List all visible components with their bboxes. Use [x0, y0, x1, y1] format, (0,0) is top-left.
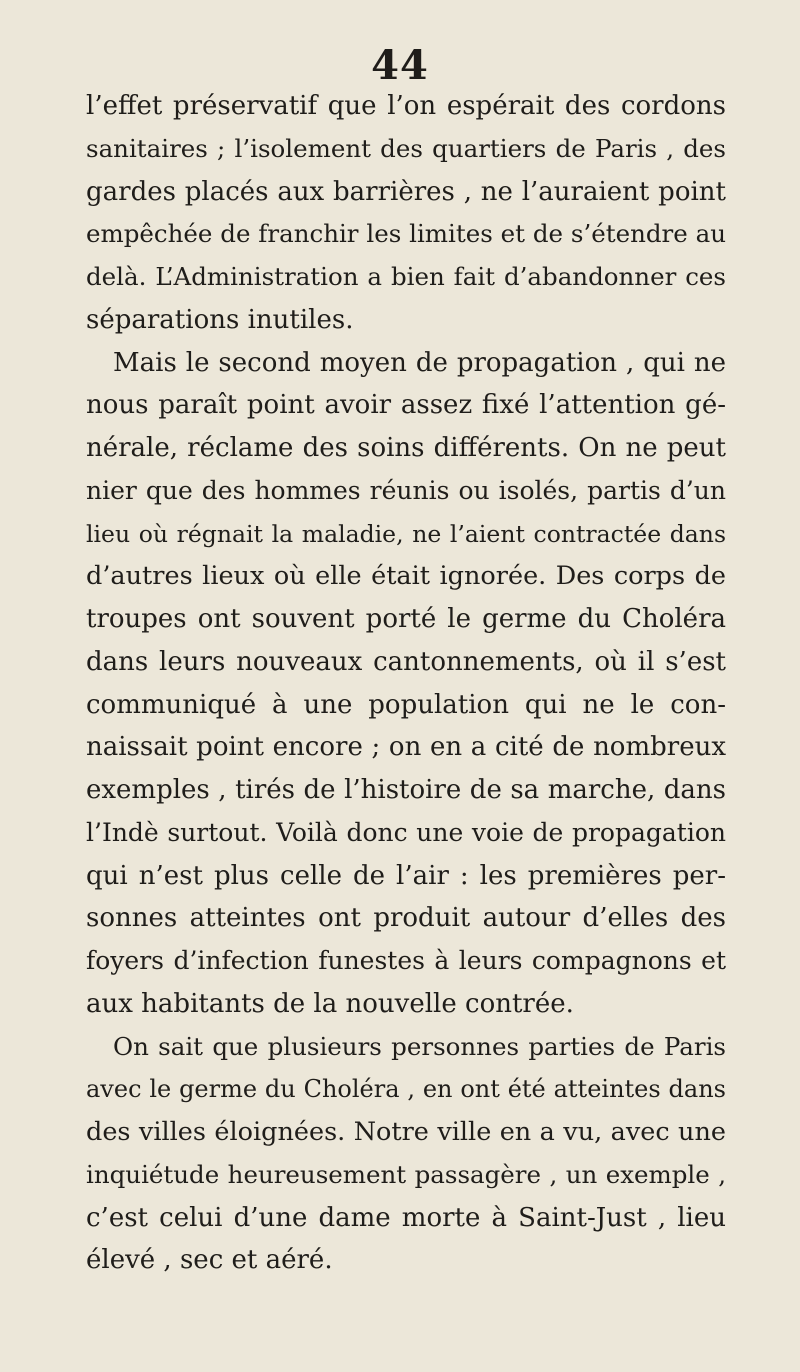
text-line: dans leurs nouveaux cantonnements, où il s’est — [86, 646, 726, 677]
text-line: avec le germe du Choléra , en ont été atteintes dans — [86, 1075, 726, 1104]
text-line: inquiétude heureusement passagère , un exemple , — [86, 1159, 726, 1189]
text-line: troupes ont souvent porté le germe du Choléra — [86, 604, 726, 634]
text-line: élevé , sec et aéré. — [86, 1245, 333, 1276]
text-line: foyers d’infection funestes à leurs compagnons et — [86, 946, 726, 975]
text-line: nous paraît point avoir assez fixé l’attention gé- — [86, 390, 726, 421]
text-line: aux habitants de la nouvelle contrée. — [86, 988, 574, 1019]
text-line: sonnes atteintes ont produit autour d’elles des — [86, 903, 726, 934]
body-text — [86, 85, 726, 1282]
text-line: d’autres lieux où elle était ignorée. Des corps de — [86, 561, 726, 592]
text-line: nier que des hommes réunis ou isolés, partis d’un — [86, 475, 726, 505]
text-line: lieu où régnait la maladie, ne l’aient contractée dans — [86, 519, 726, 548]
text-line: naissait point encore ; on en a cité de nombreux — [86, 732, 726, 763]
text-line: sanitaires ; l’isolement des quartiers de Paris , des — [86, 133, 726, 163]
text-line: des villes éloignées. Notre ville en a vu, avec une — [86, 1117, 726, 1147]
text-line: delà. L’Administration a bien fait d’abandonner ces — [86, 262, 726, 291]
text-line: communiqué à une population qui ne le con- — [86, 689, 726, 720]
page-number: 44 — [371, 42, 429, 89]
text-line: séparations inutiles. — [86, 304, 354, 335]
text-line: nérale, réclame des soins différents. On ne peut — [86, 433, 726, 463]
text-line: On sait que plusieurs personnes parties de Paris — [113, 1031, 726, 1061]
text-line: l’effet préservatif que l’on espérait des cordons — [86, 91, 726, 121]
text-line: exemples , tirés de l’histoire de sa marche, dans — [86, 775, 726, 805]
text-line: Mais le second moyen de propagation , qui ne — [113, 347, 726, 378]
text-line: c’est celui d’une dame morte à Saint-Just , lieu — [86, 1202, 726, 1233]
text-line: gardes placés aux barrières , ne l’auraient point — [86, 176, 726, 207]
text-line: qui n’est plus celle de l’air : les premières per- — [86, 860, 726, 891]
text-line: l’Indè surtout. Voilà donc une voie de propagation — [86, 817, 726, 847]
text-line: empêchée de franchir les limites et de s’étendre au — [86, 219, 726, 249]
